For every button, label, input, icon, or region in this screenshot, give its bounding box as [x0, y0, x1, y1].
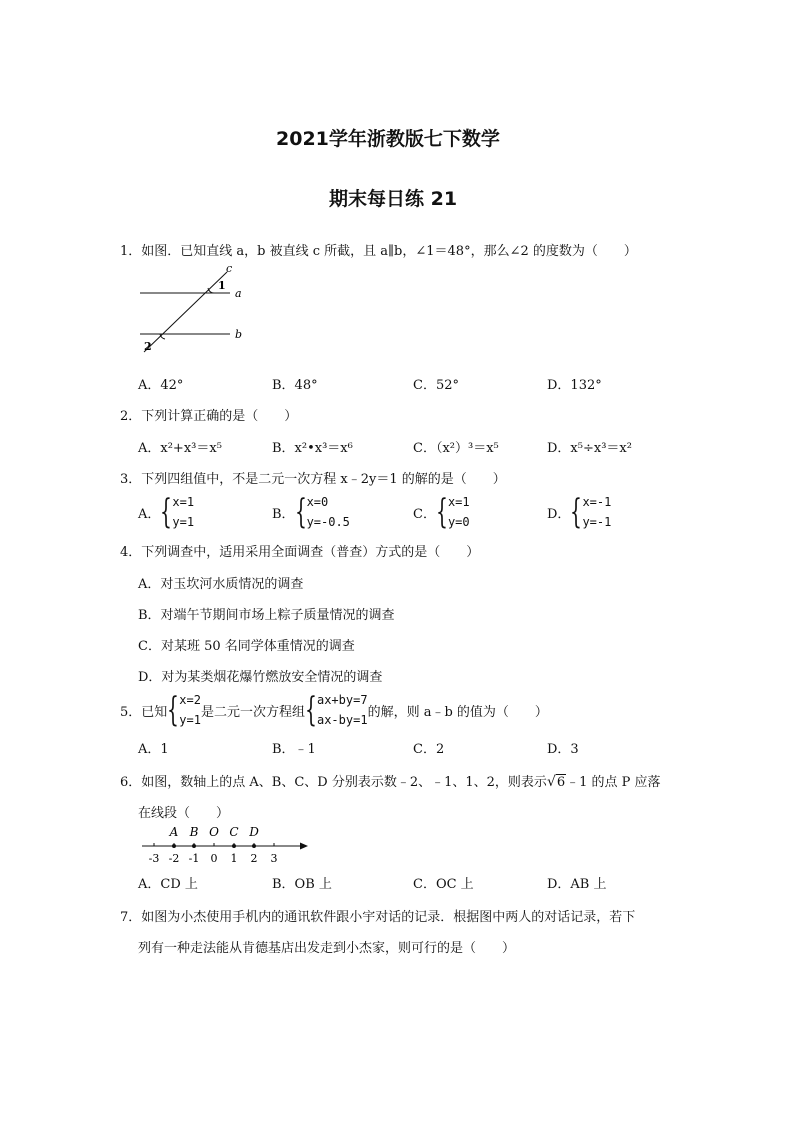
q5-prefix: 5．已知 [120, 704, 168, 720]
q5-option-b: B．﹣1 [272, 742, 316, 757]
q3-option-b [272, 492, 350, 532]
point-c-dot [232, 844, 236, 848]
q5-sys1-line2: y=1 [179, 713, 201, 727]
q3-option-c-label: C． [413, 506, 436, 522]
question-6-stem [120, 771, 661, 790]
q4-option-b: B．对端午节期间市场上粽子质量情况的调查 [138, 608, 395, 623]
line-c [144, 272, 227, 352]
number-line [140, 824, 310, 866]
page-title: 2021学年浙教版七下数学 [276, 128, 500, 150]
tick-label: 0 [210, 852, 218, 865]
point-label-a: A [169, 825, 179, 839]
question-1-stem: 1．如图．已知直线 a，b 被直线 c 所截，且 a∥b，∠1＝48°，那么∠2 的度数为（ ） [120, 244, 637, 259]
tick-label: 3 [270, 852, 278, 865]
sqrt-icon: √ [546, 774, 556, 790]
q3-option-d-label: D． [547, 506, 571, 522]
q6-radicand: 6 [556, 775, 566, 790]
point-label-o: O [209, 825, 219, 839]
q4-option-a: A．对玉坎河水质情况的调查 [138, 577, 304, 592]
q5-option-c: C．2 [413, 742, 445, 757]
q2-option-b: B．x²•x³＝x⁶ [272, 441, 353, 456]
q2-option-d: D．x⁵÷x³＝x² [547, 441, 632, 456]
question-5-stem [120, 690, 548, 730]
q1-option-d: D．132° [547, 378, 602, 393]
q3-option-a-label: A． [138, 506, 161, 522]
q6-stem-b: ﹣1 的点 P 应落 [566, 775, 661, 790]
brace-icon: { [570, 492, 583, 532]
tick-label: 2 [250, 852, 258, 865]
tick-label: -3 [148, 852, 160, 865]
q6-option-d: D．AB 上 [547, 877, 607, 892]
label-angle-1: 1 [218, 279, 226, 292]
question-7-stem-line1: 7．如图为小杰使用手机内的通讯软件跟小宇对话的记录．根据图中两人的对话记录，若下 [120, 910, 636, 925]
q5-suffix: 的解，则 a﹣b 的值为（ ） [367, 704, 548, 720]
q4-option-c: C．对某班 50 名同学体重情况的调查 [138, 639, 355, 654]
point-a-dot [172, 844, 176, 848]
tick-label: -1 [188, 852, 200, 865]
q3-option-c [413, 492, 470, 532]
point-b-dot [192, 844, 196, 848]
question-6-stem-line2: 在线段（ ） [138, 806, 230, 821]
q2-option-a: A．x²+x³＝x⁵ [138, 441, 222, 456]
q3-d-line2: y=-1 [582, 515, 612, 529]
point-label-d: D [249, 825, 259, 839]
point-label-c: C [229, 825, 239, 839]
q3-option-b-label: B． [272, 506, 295, 522]
q3-c-line2: y=0 [447, 515, 470, 529]
q1-option-b: B．48° [272, 378, 318, 393]
brace-icon: { [304, 690, 317, 730]
label-angle-2: 2 [144, 340, 152, 353]
q4-option-d: D．对为某类烟花爆竹燃放安全情况的调查 [138, 670, 383, 685]
brace-icon: { [160, 492, 173, 532]
q5-option-d: D．3 [547, 742, 579, 757]
q3-option-d [547, 492, 611, 532]
q5-option-a: A．1 [138, 742, 169, 757]
q1-option-c: C．52° [413, 378, 459, 393]
question-3-stem: 3．下列四组值中，不是二元一次方程 x﹣2y＝1 的解的是（ ） [120, 472, 506, 487]
q6-option-c: C．OC 上 [413, 877, 474, 892]
q6-option-b: B．OB 上 [272, 877, 332, 892]
q3-b-line1: x=0 [306, 495, 329, 509]
question-1-figure [130, 262, 260, 357]
q6-option-a: A．CD 上 [138, 877, 198, 892]
q5-sys2-line2: ax-by=1 [316, 713, 368, 727]
q5-sys1-line1: x=2 [179, 693, 201, 707]
brace-icon: { [167, 690, 180, 730]
arrow-icon [300, 843, 308, 850]
q6-stem-a: 6．如图，数轴上的点 A、B、C、D 分别表示数﹣2、﹣1、1、2，则表示 [120, 775, 547, 790]
tick-label: -2 [168, 852, 180, 865]
question-7-stem-line2: 列有一种走法能从肯德基店出发走到小杰家，则可行的是（ ） [138, 941, 516, 956]
brace-icon: { [294, 492, 307, 532]
q5-mid: 是二元一次方程组 [200, 704, 305, 720]
q3-b-line2: y=-0.5 [306, 515, 350, 529]
label-a: a [235, 287, 242, 300]
tick-label: 1 [230, 852, 238, 865]
q3-c-line1: x=1 [447, 495, 470, 509]
label-c: c [226, 262, 233, 275]
q1-option-a: A．42° [138, 378, 184, 393]
q3-a-line2: y=1 [172, 515, 195, 529]
q5-sys2-line1: ax+by=7 [316, 693, 368, 707]
q3-a-line1: x=1 [172, 495, 195, 509]
point-d-dot [252, 844, 256, 848]
question-2-stem: 2．下列计算正确的是（ ） [120, 409, 298, 424]
q3-option-a [138, 492, 194, 532]
label-b: b [235, 328, 243, 341]
q2-option-c: C．（x²）³＝x⁵ [413, 441, 499, 456]
page-subtitle: 期末每日练 21 [329, 188, 458, 210]
point-label-b: B [189, 825, 199, 839]
question-4-stem: 4．下列调查中，适用采用全面调查（普查）方式的是（ ） [120, 545, 480, 560]
angle-1-arc [208, 288, 214, 293]
brace-icon: { [435, 492, 448, 532]
q3-d-line1: x=-1 [582, 495, 612, 509]
